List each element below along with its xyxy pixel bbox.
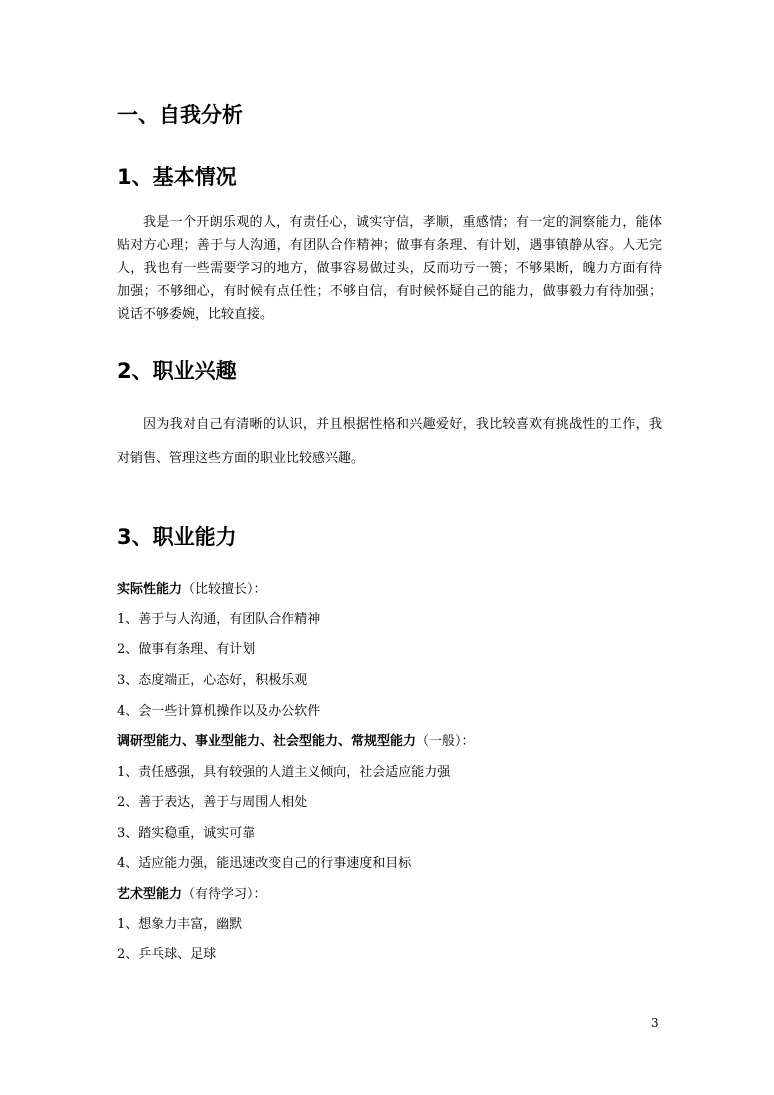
ability-item: 1、想象力丰富，幽默 — [117, 917, 243, 932]
ability-group-heading — [117, 581, 267, 599]
ability-group-heading — [117, 733, 475, 751]
ability-item: 2、做事有条理、有计划 — [117, 642, 256, 657]
ability-item: 1、善于与人沟通，有团队合作精神 — [117, 612, 321, 627]
ability-item: 1、责任感强，具有较强的人道主义倾向，社会适应能力强 — [117, 765, 451, 780]
ability-item: 4、适应能力强，能迅速改变自己的行事速度和目标 — [117, 856, 412, 871]
interest-title: 2、职业兴趣 — [117, 359, 237, 383]
basic-title: 1、基本情况 — [117, 165, 237, 189]
group-heading-bold: 艺术型能力 — [117, 887, 183, 902]
group-heading-bold: 实际性能力 — [117, 582, 183, 597]
group-heading-note: （一般）： — [416, 734, 475, 749]
interest-paragraph: 因为我对自己有清晰的认识，并且根据性格和兴趣爱好，我比较喜欢有挑战性的工作，我对销售、管理这些方面的职业比较感兴趣。 — [117, 417, 662, 466]
ability-item: 3、踏实稳重，诚实可靠 — [117, 826, 256, 841]
ability-title: 3、职业能力 — [117, 525, 237, 549]
ability-group-heading — [117, 886, 267, 904]
group-heading-note: （有待学习）： — [182, 887, 267, 902]
basic-paragraph: 我是一个开朗乐观的人，有责任心，诚实守信，孝顺，重感情；有一定的洞察能力，能体贴对方心理；善于与人沟通，有团队合作精神；做事有条理、有计划，遇事镇静从容。人无完人，我也有一些需要学习的地方，做事容易做过头，反而功亏一篑；不够果断，魄力方面有待加强；不够细心，有时候有点任性；不够自信，有时候怀疑自己的能力，做事毅力有待加强；说话不够委婉，比较直接。 — [117, 215, 662, 322]
ability-item: 2、乒乓球、足球 — [117, 947, 217, 962]
section-title: 一、自我分析 — [117, 103, 243, 127]
ability-item: 3、态度端正，心态好，积极乐观 — [117, 673, 308, 688]
page-number: 3 — [651, 1016, 659, 1030]
group-heading-note: （比较擅长）： — [182, 582, 267, 597]
group-heading-bold: 调研型能力、事业型能力、社会型能力、常规型能力 — [117, 734, 417, 749]
ability-item: 2、善于表达，善于与周围人相处 — [117, 795, 308, 810]
ability-item: 4、会一些计算机操作以及办公软件 — [117, 704, 321, 719]
